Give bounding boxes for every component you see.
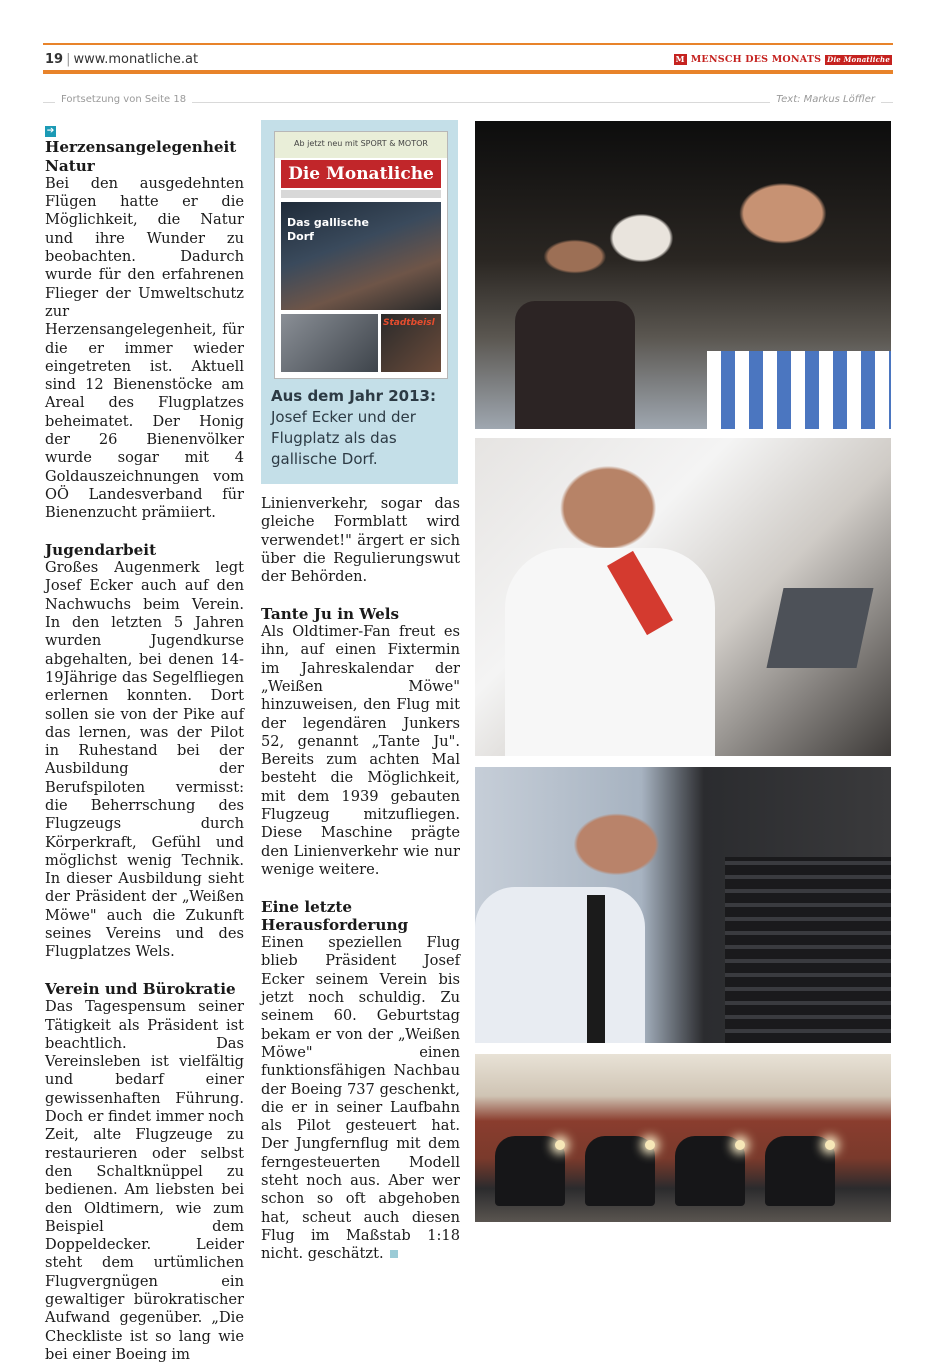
photo-figure: [515, 301, 635, 429]
inset-caption-text: Josef Ecker und der Flugplatz als das gallische Dorf.: [271, 408, 416, 468]
header-orange-bar: [43, 70, 893, 74]
cover-band: Ab jetzt neu mit SPORT & MOTOR: [275, 132, 447, 158]
cover-issue-strip: [281, 190, 441, 198]
photo-headlight: [735, 1140, 745, 1150]
site-url[interactable]: www.monatliche.at: [73, 52, 199, 67]
section-heading-herausforderung: Eine letzte Herausforderung: [261, 897, 409, 934]
continuation-line: [43, 96, 893, 108]
rubric-label: MENSCH DES MONATS: [690, 54, 822, 65]
photo-laptop: [766, 588, 873, 668]
photo-pilot-shirt: [475, 887, 645, 1043]
section-heading-verein: Verein und Bürokratie: [45, 979, 236, 998]
paragraph-verein: Das Tagespensum seiner Tätigkeit als Präsident ist beachtlich. Das Vereinsleben ist vielfältig und bedarf einer gewissenhaften Führung. Doch er findet immer noch Zeit, alte Flugzeuge zu restaurieren oder selbst den Schaltknüppel zu bedienen. Am liebsten bei den Oldtimern, wie zum Beispiel dem Doppeldecker. Leider steht dem urtümlichen Flugvergnügen ein gewaltiger bürokratischer Aufwand gegenüber. „Die Checkliste ist so lang wie bei einer Boeing im: [45, 998, 244, 1363]
cover-title: Das gallische Dorf: [287, 216, 369, 243]
paragraph-tante-ju: Als Oldtimer-Fan freut es ihn, auf einen Fixtermin im Jahreskalendar der „Weißen Möwe" hinzuweisen, den Flug mit der legendären Junkers 52, genannt „Tante Ju". Bereits zum achten Mal besteht die Möglichkeit, mit dem 1939 gebauten Flugzeug mitzufliegen. Diese Maschine prägte den Linienverkehr wie nur wenige weitere.: [261, 623, 460, 878]
article-column-2: [261, 495, 460, 1263]
author-credit: Text: Markus Löffler: [770, 94, 881, 105]
magazine-cover-inset: [261, 120, 458, 484]
cover-logo: Die Monatliche: [281, 160, 441, 188]
section-heading-natur: ➔Herzensangelegenheit Natur: [45, 126, 237, 175]
inset-caption-bold: Aus dem Jahr 2013:: [271, 387, 436, 405]
photo-instrument-panel: [725, 857, 891, 1043]
photo-striped-costume: [707, 351, 891, 429]
inset-caption: [271, 386, 451, 470]
magazine-cover-image: [274, 131, 448, 379]
rubric: [674, 54, 892, 65]
rubric-brand: Die Monatliche: [827, 54, 890, 64]
photo-gallic-village: [475, 121, 891, 429]
paragraph-linienverkehr: Linienverkehr, sogar das gleiche Formblatt wird verwendet!" ärgert er sich über die Regulierungswut der Behörden.: [261, 495, 460, 586]
photo-black-tie: [587, 895, 605, 1043]
continuation-text: Fortsetzung von Seite 18: [55, 94, 192, 105]
header-top-rule: [43, 43, 893, 45]
rubric-logo-mark: M: [675, 54, 685, 64]
photo-steam-locomotives: [475, 1054, 891, 1222]
cover-portrait: [281, 314, 378, 372]
cover-ad-label: Stadtbeisl: [383, 318, 435, 328]
photo-headlight: [825, 1140, 835, 1150]
paragraph-herausforderung: Einen speziellen Flug blieb Präsident Josef Ecker seinem Verein bis jetzt noch schuldig. Zu seinem 60. Geburtstag bekam er von der „Weißen Möwe" einen funktionsfähigen Nachbau der Boeing 737 geschenkt, die er in seiner Laufbahn als Pilot gesteuert hat. Der Jungfernflug mit dem ferngesteuerten Modell steht noch aus. Aber wer schon so oft abgehoben hat, scheut auch diesen Flug im Maßstab 1:18 nicht. geschätzt.: [261, 934, 460, 1263]
photo-cockpit-instruments: [475, 767, 891, 1043]
photo-headlight: [645, 1140, 655, 1150]
arrow-icon: ➔: [46, 126, 55, 136]
photo-headlight: [555, 1140, 565, 1150]
section-heading-jugendarbeit: Jugendarbeit: [45, 540, 157, 559]
section-heading-tante-ju: Tante Ju in Wels: [261, 604, 400, 623]
photo-cockpit-laptop: [475, 438, 891, 756]
page-number: 19: [45, 52, 64, 67]
article-column-1: [45, 120, 244, 1364]
paragraph-natur: Bei den ausgedehnten Flügen hatte er die Möglichkeit, die Natur und ihre Wunder zu beobachten. Dadurch wurde für den erfahrenen Flieger der Umweltschutz zur Herzensangelegenheit, für die er immer wieder eingetreten ist. Aktuell sind 12 Bienenstöcke am Areal des Flugplatzes beheimatet. Der Honig der 26 Bienenvölker wurde sogar mit 4 Goldauszeichnungen vom OÖ Landesverband für Bienenzucht prämiiert.: [45, 174, 244, 522]
end-mark-icon: [390, 1250, 398, 1258]
page-number-line: 19 | www.monatliche.at: [45, 52, 199, 67]
photo-pilot-shirt: [505, 548, 715, 756]
paragraph-jugendarbeit: Großes Augenmerk legt Josef Ecker auch auf den Nachwuchs beim Verein. In den letzten 5 Jahren wurden Jugendkurse abgehalten, bei denen 14-19Jährige das Segelfliegen erlernen konnten. Dort sollen sie von der Pike auf das lernen, was der Pilot in Ruhestand bei der Ausbildung der Berufspiloten vermisst: die Beherrschung des Flugzeugs durch Körperkraft, Gefühl und möglichst wenig Technik. In dieser Ausbildung sieht der Präsident der „Weißen Möwe" auch die Zukunft seines Vereins und des Flugplatzes Wels.: [45, 559, 244, 961]
